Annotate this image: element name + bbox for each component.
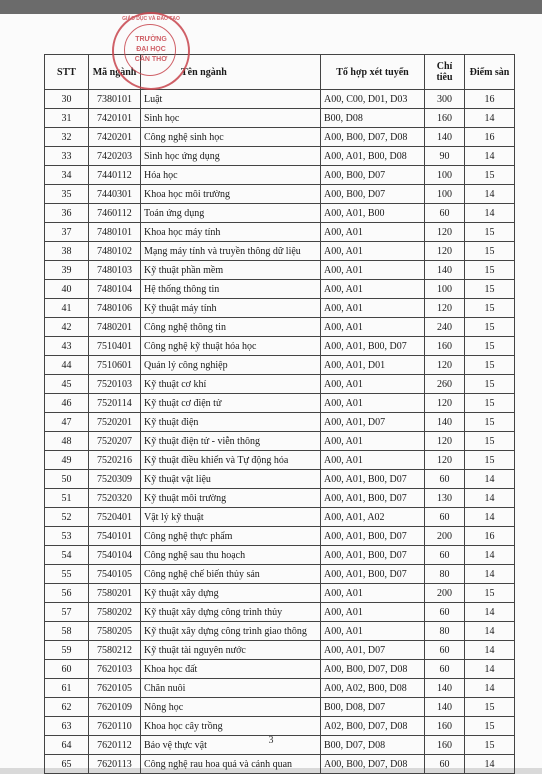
cell-name: Hệ thống thông tin [141,280,321,299]
cell-stt: 56 [45,584,89,603]
cell-stt: 35 [45,185,89,204]
cell-combo: B00, D08 [321,109,425,128]
cell-combo: A00, A01, B00, D07 [321,489,425,508]
cell-stt: 63 [45,717,89,736]
cell-stt: 38 [45,242,89,261]
cell-combo: A00, A01, D07 [321,641,425,660]
table-row [45,451,515,470]
table-row [45,603,515,622]
cell-combo: A00, B00, D07, D08 [321,755,425,774]
cell-quota: 260 [425,375,465,394]
cell-score: 14 [465,508,515,527]
cell-combo: A00, A01 [321,451,425,470]
cell-stt: 41 [45,299,89,318]
cell-name: Luật [141,90,321,109]
table-body [45,90,515,774]
cell-code: 7580205 [89,622,141,641]
cell-combo: A00, A01 [321,318,425,337]
cell-combo: A00, B00, D07 [321,166,425,185]
cell-score: 16 [465,90,515,109]
cell-code: 7580202 [89,603,141,622]
cell-code: 7480103 [89,261,141,280]
cell-code: 7510401 [89,337,141,356]
cell-score: 16 [465,527,515,546]
cell-code: 7620112 [89,736,141,755]
cell-code: 7380101 [89,90,141,109]
cell-name: Kỹ thuật điện [141,413,321,432]
table-row [45,223,515,242]
cell-code: 7620103 [89,660,141,679]
cell-code: 7520201 [89,413,141,432]
cell-score: 15 [465,280,515,299]
cell-code: 7480102 [89,242,141,261]
cell-combo: A00, A01, D07 [321,413,425,432]
cell-name: Toán ứng dụng [141,204,321,223]
cell-combo: A00, A01 [321,394,425,413]
table-row [45,299,515,318]
cell-stt: 64 [45,736,89,755]
cell-score: 15 [465,736,515,755]
cell-code: 7520114 [89,394,141,413]
cell-name: Sinh học ứng dụng [141,147,321,166]
cell-stt: 42 [45,318,89,337]
table-row [45,204,515,223]
cell-combo: A00, C00, D01, D03 [321,90,425,109]
table-row [45,660,515,679]
cell-score: 15 [465,698,515,717]
cell-code: 7520309 [89,470,141,489]
cell-score: 15 [465,223,515,242]
cell-code: 7480106 [89,299,141,318]
cell-stt: 34 [45,166,89,185]
cell-combo: A00, A01, B00, D07 [321,527,425,546]
cell-score: 15 [465,261,515,280]
cell-quota: 140 [425,413,465,432]
table-row [45,679,515,698]
table-row [45,565,515,584]
cell-stt: 61 [45,679,89,698]
cell-name: Sinh học [141,109,321,128]
cell-combo: A00, A01, B00, D07 [321,565,425,584]
cell-combo: A00, A01 [321,584,425,603]
cell-stt: 39 [45,261,89,280]
table-row [45,128,515,147]
cell-quota: 60 [425,546,465,565]
cell-quota: 240 [425,318,465,337]
cell-stt: 50 [45,470,89,489]
table-row [45,261,515,280]
cell-quota: 60 [425,603,465,622]
cell-quota: 80 [425,565,465,584]
cell-score: 14 [465,470,515,489]
cell-quota: 120 [425,394,465,413]
cell-combo: A00, A01, B00, D08 [321,147,425,166]
cell-score: 15 [465,242,515,261]
cell-quota: 100 [425,280,465,299]
cell-stt: 51 [45,489,89,508]
page-number: 3 [268,735,274,746]
table-row [45,470,515,489]
header-score: Điểm sàn [465,55,515,90]
cell-stt: 62 [45,698,89,717]
cell-quota: 120 [425,223,465,242]
table-row [45,90,515,109]
cell-score: 15 [465,717,515,736]
cell-stt: 58 [45,622,89,641]
cell-quota: 100 [425,166,465,185]
header-combo: Tổ hợp xét tuyển [321,55,425,90]
cell-stt: 37 [45,223,89,242]
cell-name: Kỹ thuật môi trường [141,489,321,508]
table-row [45,280,515,299]
cell-name: Kỹ thuật phần mềm [141,261,321,280]
cell-stt: 30 [45,90,89,109]
table-row [45,489,515,508]
cell-score: 15 [465,318,515,337]
cell-code: 7420203 [89,147,141,166]
cell-score: 14 [465,489,515,508]
cell-name: Kỹ thuật xây dựng công trình giao thông [141,622,321,641]
seal-line-3: CẦN THƠ [134,56,168,63]
cell-combo: A00, A01, D01 [321,356,425,375]
cell-score: 14 [465,204,515,223]
cell-quota: 140 [425,261,465,280]
cell-combo: A00, A02, B00, D08 [321,679,425,698]
cell-name: Kỹ thuật xây dựng [141,584,321,603]
table-row [45,527,515,546]
cell-code: 7510601 [89,356,141,375]
cell-quota: 130 [425,489,465,508]
cell-code: 7480101 [89,223,141,242]
cell-score: 14 [465,109,515,128]
cell-code: 7520401 [89,508,141,527]
table-row [45,147,515,166]
cell-combo: A00, A01 [321,375,425,394]
cell-stt: 32 [45,128,89,147]
cell-combo: A00, A01 [321,603,425,622]
cell-quota: 200 [425,527,465,546]
cell-stt: 53 [45,527,89,546]
seal-line-2: ĐẠI HỌC [136,46,166,53]
cell-quota: 160 [425,337,465,356]
cell-quota: 60 [425,508,465,527]
cell-name: Công nghệ sau thu hoạch [141,546,321,565]
cell-stt: 40 [45,280,89,299]
cell-code: 7420201 [89,128,141,147]
cell-quota: 200 [425,584,465,603]
cell-code: 7460112 [89,204,141,223]
header-quota: Chỉ tiêu [425,55,465,90]
table-row [45,546,515,565]
cell-name: Công nghệ rau hoa quả và cảnh quan [141,755,321,774]
cell-code: 7580201 [89,584,141,603]
top-bar [0,0,542,14]
cell-stt: 47 [45,413,89,432]
header-name: Tên ngành [141,55,321,90]
cell-stt: 31 [45,109,89,128]
cell-code: 7580212 [89,641,141,660]
cell-name: Kỹ thuật xây dựng công trình thủy [141,603,321,622]
cell-combo: A00, A01 [321,622,425,641]
table-row [45,641,515,660]
cell-combo: A00, A01 [321,299,425,318]
cell-combo: A00, A01 [321,242,425,261]
cell-name: Kỹ thuật điện tử - viễn thông [141,432,321,451]
cell-quota: 100 [425,185,465,204]
table-row [45,508,515,527]
cell-stt: 57 [45,603,89,622]
cell-score: 14 [465,546,515,565]
cell-score: 14 [465,660,515,679]
cell-code: 7620109 [89,698,141,717]
cell-stt: 43 [45,337,89,356]
cell-combo: A00, A01, B00 [321,204,425,223]
table-row [45,185,515,204]
cell-score: 14 [465,641,515,660]
table-row [45,432,515,451]
table-row [45,318,515,337]
cell-quota: 160 [425,109,465,128]
cell-stt: 54 [45,546,89,565]
cell-stt: 46 [45,394,89,413]
table-row [45,166,515,185]
cell-quota: 140 [425,679,465,698]
cell-code: 7440301 [89,185,141,204]
table-row [45,755,515,774]
cell-code: 7440112 [89,166,141,185]
cell-code: 7540105 [89,565,141,584]
cell-name: Khoa học môi trường [141,185,321,204]
cell-stt: 60 [45,660,89,679]
cell-code: 7620105 [89,679,141,698]
cell-combo: A00, B00, D07, D08 [321,660,425,679]
cell-quota: 120 [425,451,465,470]
cell-score: 14 [465,565,515,584]
cell-quota: 140 [425,698,465,717]
cell-quota: 90 [425,147,465,166]
cell-quota: 80 [425,622,465,641]
cell-combo: A02, B00, D07, D08 [321,717,425,736]
cell-score: 15 [465,451,515,470]
table-row [45,109,515,128]
table-row [45,622,515,641]
cell-name: Kỹ thuật cơ điện tử [141,394,321,413]
cell-score: 14 [465,622,515,641]
cell-quota: 120 [425,356,465,375]
cell-code: 7620113 [89,755,141,774]
cell-combo: A00, B00, D07 [321,185,425,204]
cell-code: 7520103 [89,375,141,394]
cell-code: 7420101 [89,109,141,128]
cell-score: 14 [465,755,515,774]
cell-name: Nông học [141,698,321,717]
cell-combo: A00, B00, D07, D08 [321,128,425,147]
cell-code: 7480104 [89,280,141,299]
cell-score: 14 [465,679,515,698]
table-row [45,242,515,261]
cell-name: Công nghệ sinh học [141,128,321,147]
cell-stt: 55 [45,565,89,584]
cell-score: 15 [465,394,515,413]
cell-code: 7520207 [89,432,141,451]
table-row [45,413,515,432]
cell-name: Công nghệ kỹ thuật hóa học [141,337,321,356]
cell-combo: A00, A01 [321,261,425,280]
cell-name: Quản lý công nghiệp [141,356,321,375]
cell-code: 7520216 [89,451,141,470]
cell-combo: B00, D07, D08 [321,736,425,755]
cell-quota: 60 [425,755,465,774]
cell-stt: 33 [45,147,89,166]
cell-code: 7540101 [89,527,141,546]
cell-score: 14 [465,603,515,622]
cell-code: 7520320 [89,489,141,508]
cell-combo: A00, A01 [321,223,425,242]
cell-name: Công nghệ thực phẩm [141,527,321,546]
cell-score: 15 [465,299,515,318]
seal-arc-text: GIÁO DỤC VÀ ĐÀO TẠO [122,16,180,22]
cell-combo: A00, A01, B00, D07 [321,546,425,565]
cell-quota: 120 [425,432,465,451]
cell-stt: 59 [45,641,89,660]
cell-combo: B00, D08, D07 [321,698,425,717]
cell-quota: 300 [425,90,465,109]
cell-quota: 60 [425,470,465,489]
cell-score: 14 [465,147,515,166]
cell-score: 15 [465,337,515,356]
cell-name: Kỹ thuật máy tính [141,299,321,318]
cell-score: 15 [465,356,515,375]
table-row [45,337,515,356]
cell-score: 15 [465,432,515,451]
cell-combo: A00, A01 [321,432,425,451]
cell-quota: 60 [425,641,465,660]
cell-quota: 60 [425,204,465,223]
cell-combo: A00, A01, B00, D07 [321,337,425,356]
cell-quota: 120 [425,242,465,261]
cell-stt: 49 [45,451,89,470]
header-stt: STT [45,55,89,90]
admission-table [44,54,515,774]
cell-quota: 60 [425,660,465,679]
header-code: Mã ngành [89,55,141,90]
table-row [45,584,515,603]
cell-combo: A00, A01, B00, D07 [321,470,425,489]
cell-quota: 140 [425,128,465,147]
cell-name: Khoa học đất [141,660,321,679]
cell-name: Kỹ thuật vật liệu [141,470,321,489]
cell-stt: 65 [45,755,89,774]
table-row [45,394,515,413]
cell-quota: 120 [425,299,465,318]
cell-name: Mạng máy tính và truyền thông dữ liệu [141,242,321,261]
cell-score: 15 [465,166,515,185]
cell-name: Hóa học [141,166,321,185]
cell-quota: 160 [425,736,465,755]
table-row [45,698,515,717]
cell-name: Công nghệ chế biến thủy sản [141,565,321,584]
seal-line-1: TRƯỜNG [135,36,167,43]
cell-score: 15 [465,413,515,432]
cell-stt: 52 [45,508,89,527]
cell-name: Vật lý kỹ thuật [141,508,321,527]
cell-name: Kỹ thuật cơ khí [141,375,321,394]
cell-score: 15 [465,584,515,603]
cell-combo: A00, A01 [321,280,425,299]
cell-name: Khoa học máy tính [141,223,321,242]
cell-score: 14 [465,185,515,204]
cell-stt: 36 [45,204,89,223]
table-row [45,375,515,394]
university-seal [112,12,190,90]
cell-code: 7620110 [89,717,141,736]
cell-score: 16 [465,128,515,147]
table-row [45,717,515,736]
cell-quota: 160 [425,717,465,736]
cell-stt: 48 [45,432,89,451]
cell-name: Công nghệ thông tin [141,318,321,337]
table-row [45,356,515,375]
cell-name: Khoa học cây trồng [141,717,321,736]
cell-name: Bảo vệ thực vật [141,736,321,755]
cell-code: 7540104 [89,546,141,565]
cell-code: 7480201 [89,318,141,337]
cell-stt: 44 [45,356,89,375]
cell-name: Chăn nuôi [141,679,321,698]
cell-score: 15 [465,375,515,394]
cell-name: Kỹ thuật điều khiển và Tự động hóa [141,451,321,470]
cell-name: Kỹ thuật tài nguyên nước [141,641,321,660]
cell-combo: A00, A01, A02 [321,508,425,527]
cell-stt: 45 [45,375,89,394]
